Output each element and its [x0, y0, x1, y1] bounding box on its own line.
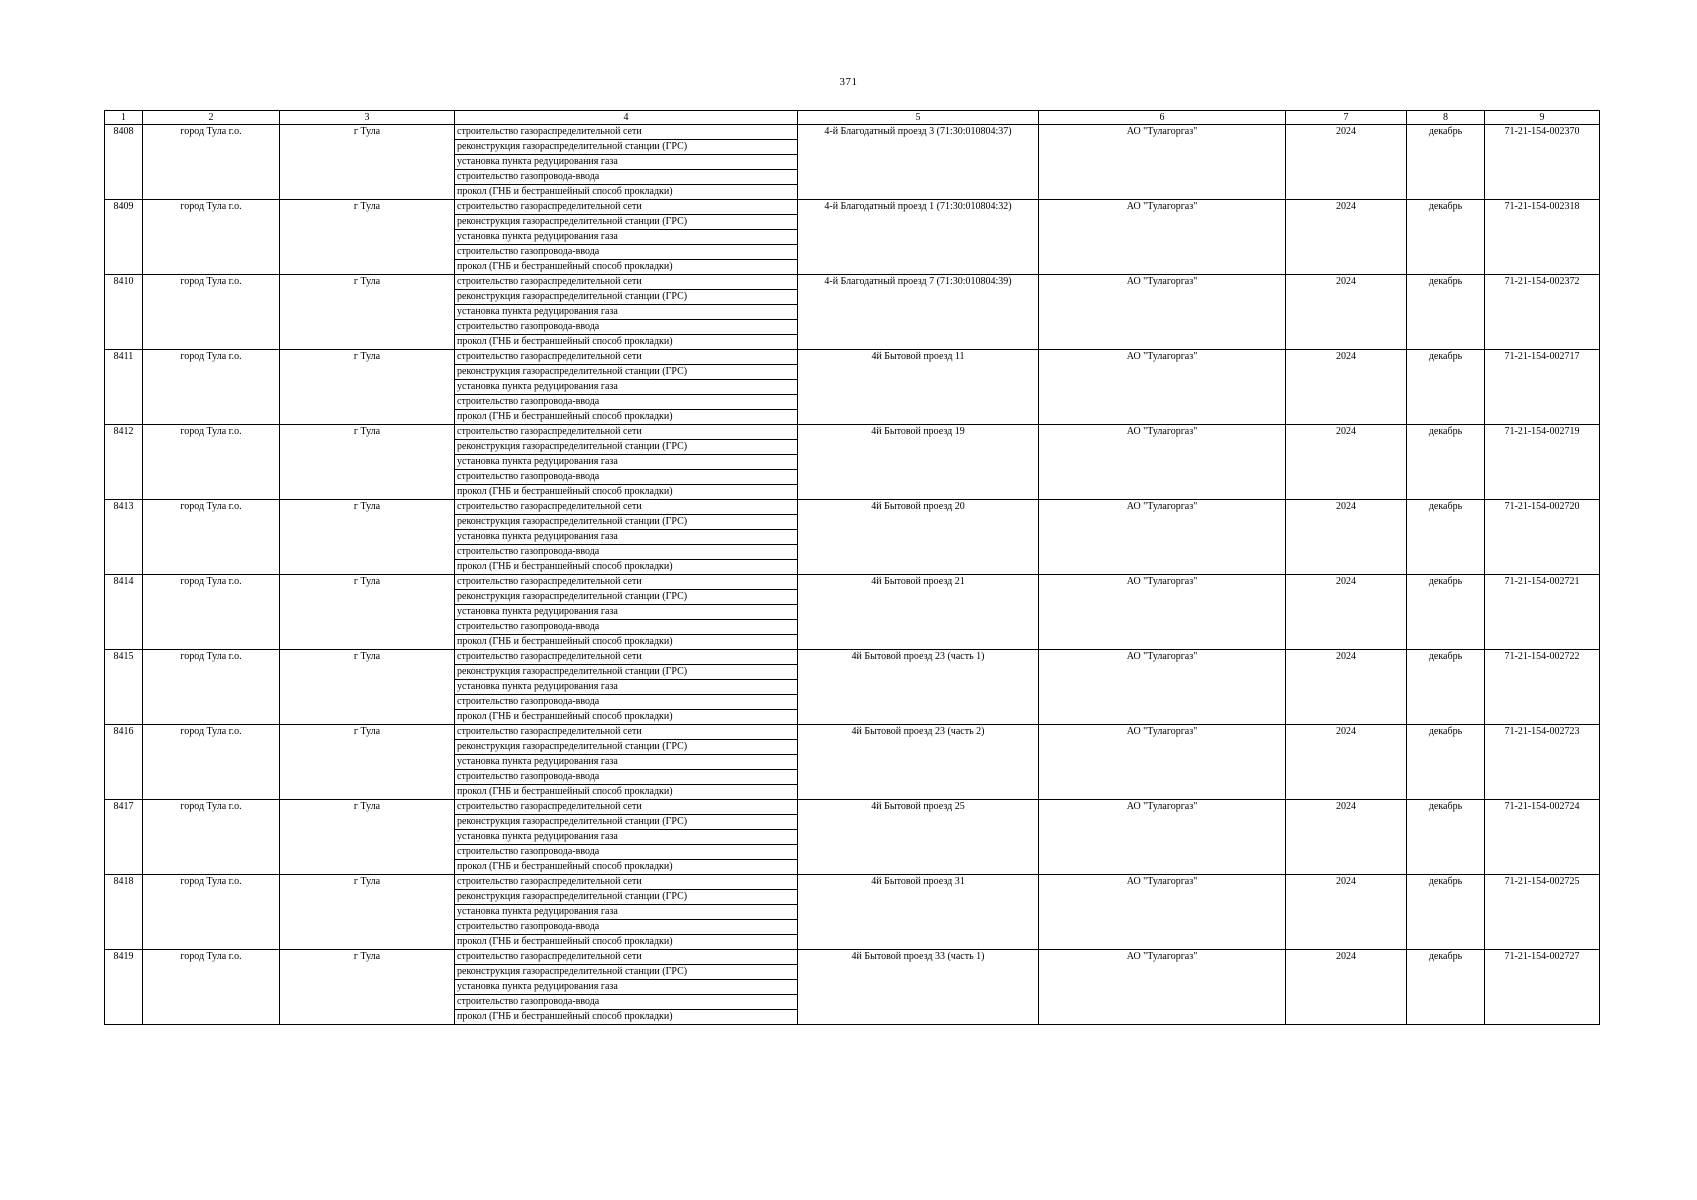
work-type-cell: строительство газопровода-ввода	[455, 695, 798, 710]
settlement-cell: г Тула	[280, 200, 455, 275]
code-cell: 71-21-154-002722	[1485, 650, 1600, 725]
municipality-cell: город Тула г.о.	[143, 725, 280, 800]
municipality-cell: город Тула г.о.	[143, 200, 280, 275]
row-number: 8410	[105, 275, 143, 350]
work-type-cell: установка пункта редуцирования газа	[455, 605, 798, 620]
work-type-cell: строительство газораспределительной сети	[455, 575, 798, 590]
code-cell: 71-21-154-002723	[1485, 725, 1600, 800]
settlement-cell: г Тула	[280, 725, 455, 800]
year-cell: 2024	[1286, 800, 1407, 875]
work-type-cell: строительство газораспределительной сети	[455, 650, 798, 665]
year-cell: 2024	[1286, 725, 1407, 800]
work-type-cell: установка пункта редуцирования газа	[455, 455, 798, 470]
work-type-cell: строительство газопровода-ввода	[455, 620, 798, 635]
year-cell: 2024	[1286, 875, 1407, 950]
code-cell: 71-21-154-002370	[1485, 125, 1600, 200]
organization-cell: АО "Тулагоргаз"	[1039, 650, 1286, 725]
column-header-3: 3	[280, 111, 455, 125]
municipality-cell: город Тула г.о.	[143, 125, 280, 200]
work-type-cell: реконструкция газораспределительной станции (ГРС)	[455, 440, 798, 455]
month-cell: декабрь	[1407, 725, 1485, 800]
work-type-cell: строительство газораспределительной сети	[455, 125, 798, 140]
row-number: 8408	[105, 125, 143, 200]
row-number: 8416	[105, 725, 143, 800]
month-cell: декабрь	[1407, 500, 1485, 575]
table-row	[105, 350, 1600, 365]
work-type-cell: строительство газораспределительной сети	[455, 275, 798, 290]
work-type-cell: строительство газопровода-ввода	[455, 545, 798, 560]
work-type-cell: прокол (ГНБ и бестраншейный способ прокладки)	[455, 185, 798, 200]
work-type-cell: строительство газопровода-ввода	[455, 170, 798, 185]
work-type-cell: реконструкция газораспределительной станции (ГРС)	[455, 815, 798, 830]
code-cell: 71-21-154-002318	[1485, 200, 1600, 275]
table-row	[105, 725, 1600, 740]
work-type-cell: прокол (ГНБ и бестраншейный способ прокладки)	[455, 860, 798, 875]
row-number: 8415	[105, 650, 143, 725]
work-type-cell: прокол (ГНБ и бестраншейный способ прокладки)	[455, 485, 798, 500]
column-header-2: 2	[143, 111, 280, 125]
municipality-cell: город Тула г.о.	[143, 800, 280, 875]
work-type-cell: установка пункта редуцирования газа	[455, 380, 798, 395]
month-cell: декабрь	[1407, 350, 1485, 425]
address-cell: 4-й Благодатный проезд 7 (71:30:010804:39)	[798, 275, 1039, 350]
row-number: 8411	[105, 350, 143, 425]
table-row	[105, 575, 1600, 590]
municipality-cell: город Тула г.о.	[143, 575, 280, 650]
table-row	[105, 950, 1600, 965]
organization-cell: АО "Тулагоргаз"	[1039, 950, 1286, 1025]
work-type-cell: установка пункта редуцирования газа	[455, 530, 798, 545]
organization-cell: АО "Тулагоргаз"	[1039, 350, 1286, 425]
address-cell: 4й Бытовой проезд 19	[798, 425, 1039, 500]
municipality-cell: город Тула г.о.	[143, 875, 280, 950]
row-number: 8412	[105, 425, 143, 500]
work-type-cell: строительство газопровода-ввода	[455, 320, 798, 335]
code-cell: 71-21-154-002724	[1485, 800, 1600, 875]
table-row	[105, 800, 1600, 815]
row-number: 8417	[105, 800, 143, 875]
work-type-cell: реконструкция газораспределительной станции (ГРС)	[455, 890, 798, 905]
work-type-cell: прокол (ГНБ и бестраншейный способ прокладки)	[455, 260, 798, 275]
work-type-cell: установка пункта редуцирования газа	[455, 755, 798, 770]
work-type-cell: строительство газопровода-ввода	[455, 845, 798, 860]
table-row	[105, 425, 1600, 440]
work-type-cell: строительство газораспределительной сети	[455, 950, 798, 965]
work-type-cell: строительство газораспределительной сети	[455, 200, 798, 215]
settlement-cell: г Тула	[280, 650, 455, 725]
organization-cell: АО "Тулагоргаз"	[1039, 725, 1286, 800]
column-header-7: 7	[1286, 111, 1407, 125]
settlement-cell: г Тула	[280, 425, 455, 500]
settlement-cell: г Тула	[280, 500, 455, 575]
page-number: 371	[839, 76, 858, 88]
work-type-cell: реконструкция газораспределительной станции (ГРС)	[455, 515, 798, 530]
address-cell: 4й Бытовой проезд 25	[798, 800, 1039, 875]
code-cell: 71-21-154-002372	[1485, 275, 1600, 350]
work-type-cell: реконструкция газораспределительной станции (ГРС)	[455, 740, 798, 755]
work-type-cell: строительство газораспределительной сети	[455, 350, 798, 365]
year-cell: 2024	[1286, 350, 1407, 425]
year-cell: 2024	[1286, 650, 1407, 725]
code-cell: 71-21-154-002717	[1485, 350, 1600, 425]
code-cell: 71-21-154-002721	[1485, 575, 1600, 650]
month-cell: декабрь	[1407, 425, 1485, 500]
work-type-cell: прокол (ГНБ и бестраншейный способ прокладки)	[455, 1010, 798, 1025]
work-type-cell: строительство газораспределительной сети	[455, 875, 798, 890]
row-number: 8414	[105, 575, 143, 650]
address-cell: 4-й Благодатный проезд 3 (71:30:010804:37)	[798, 125, 1039, 200]
address-cell: 4-й Благодатный проезд 1 (71:30:010804:32)	[798, 200, 1039, 275]
organization-cell: АО "Тулагоргаз"	[1039, 425, 1286, 500]
works-table	[104, 110, 1600, 1025]
column-header-9: 9	[1485, 111, 1600, 125]
work-type-cell: реконструкция газораспределительной станции (ГРС)	[455, 965, 798, 980]
table-row	[105, 875, 1600, 890]
table-row	[105, 125, 1600, 140]
municipality-cell: город Тула г.о.	[143, 500, 280, 575]
row-number: 8419	[105, 950, 143, 1025]
month-cell: декабрь	[1407, 950, 1485, 1025]
table-body	[105, 125, 1600, 1025]
year-cell: 2024	[1286, 200, 1407, 275]
work-type-cell: прокол (ГНБ и бестраншейный способ прокладки)	[455, 635, 798, 650]
column-header-8: 8	[1407, 111, 1485, 125]
work-type-cell: прокол (ГНБ и бестраншейный способ прокладки)	[455, 935, 798, 950]
work-type-cell: установка пункта редуцирования газа	[455, 230, 798, 245]
work-type-cell: строительство газораспределительной сети	[455, 800, 798, 815]
work-type-cell: строительство газопровода-ввода	[455, 920, 798, 935]
year-cell: 2024	[1286, 575, 1407, 650]
address-cell: 4й Бытовой проезд 31	[798, 875, 1039, 950]
settlement-cell: г Тула	[280, 125, 455, 200]
municipality-cell: город Тула г.о.	[143, 350, 280, 425]
work-type-cell: строительство газопровода-ввода	[455, 770, 798, 785]
settlement-cell: г Тула	[280, 350, 455, 425]
work-type-cell: установка пункта редуцирования газа	[455, 830, 798, 845]
work-type-cell: строительство газораспределительной сети	[455, 725, 798, 740]
municipality-cell: город Тула г.о.	[143, 650, 280, 725]
organization-cell: АО "Тулагоргаз"	[1039, 875, 1286, 950]
work-type-cell: реконструкция газораспределительной станции (ГРС)	[455, 140, 798, 155]
year-cell: 2024	[1286, 275, 1407, 350]
address-cell: 4й Бытовой проезд 23 (часть 1)	[798, 650, 1039, 725]
month-cell: декабрь	[1407, 800, 1485, 875]
organization-cell: АО "Тулагоргаз"	[1039, 125, 1286, 200]
work-type-cell: реконструкция газораспределительной станции (ГРС)	[455, 365, 798, 380]
settlement-cell: г Тула	[280, 875, 455, 950]
work-type-cell: реконструкция газораспределительной станции (ГРС)	[455, 665, 798, 680]
row-number: 8413	[105, 500, 143, 575]
work-type-cell: строительство газопровода-ввода	[455, 245, 798, 260]
address-cell: 4й Бытовой проезд 11	[798, 350, 1039, 425]
year-cell: 2024	[1286, 125, 1407, 200]
table-row	[105, 500, 1600, 515]
settlement-cell: г Тула	[280, 800, 455, 875]
column-header-6: 6	[1039, 111, 1286, 125]
month-cell: декабрь	[1407, 575, 1485, 650]
work-type-cell: строительство газораспределительной сети	[455, 425, 798, 440]
work-type-cell: строительство газораспределительной сети	[455, 500, 798, 515]
year-cell: 2024	[1286, 425, 1407, 500]
work-type-cell: прокол (ГНБ и бестраншейный способ прокладки)	[455, 560, 798, 575]
address-cell: 4й Бытовой проезд 21	[798, 575, 1039, 650]
work-type-cell: строительство газопровода-ввода	[455, 470, 798, 485]
work-type-cell: установка пункта редуцирования газа	[455, 980, 798, 995]
code-cell: 71-21-154-002720	[1485, 500, 1600, 575]
month-cell: декабрь	[1407, 200, 1485, 275]
organization-cell: АО "Тулагоргаз"	[1039, 200, 1286, 275]
month-cell: декабрь	[1407, 275, 1485, 350]
address-cell: 4й Бытовой проезд 23 (часть 2)	[798, 725, 1039, 800]
code-cell: 71-21-154-002719	[1485, 425, 1600, 500]
row-number: 8409	[105, 200, 143, 275]
organization-cell: АО "Тулагоргаз"	[1039, 575, 1286, 650]
year-cell: 2024	[1286, 500, 1407, 575]
address-cell: 4й Бытовой проезд 20	[798, 500, 1039, 575]
table-row	[105, 275, 1600, 290]
work-type-cell: установка пункта редуцирования газа	[455, 155, 798, 170]
code-cell: 71-21-154-002727	[1485, 950, 1600, 1025]
municipality-cell: город Тула г.о.	[143, 275, 280, 350]
work-type-cell: строительство газопровода-ввода	[455, 395, 798, 410]
work-type-cell: строительство газопровода-ввода	[455, 995, 798, 1010]
settlement-cell: г Тула	[280, 950, 455, 1025]
work-type-cell: установка пункта редуцирования газа	[455, 305, 798, 320]
municipality-cell: город Тула г.о.	[143, 425, 280, 500]
work-type-cell: реконструкция газораспределительной станции (ГРС)	[455, 215, 798, 230]
column-header-1: 1	[105, 111, 143, 125]
table-header-row	[105, 111, 1600, 125]
year-cell: 2024	[1286, 950, 1407, 1025]
work-type-cell: прокол (ГНБ и бестраншейный способ прокладки)	[455, 785, 798, 800]
table-row	[105, 650, 1600, 665]
column-header-5: 5	[798, 111, 1039, 125]
work-type-cell: прокол (ГНБ и бестраншейный способ прокладки)	[455, 710, 798, 725]
column-header-4: 4	[455, 111, 798, 125]
row-number: 8418	[105, 875, 143, 950]
code-cell: 71-21-154-002725	[1485, 875, 1600, 950]
organization-cell: АО "Тулагоргаз"	[1039, 275, 1286, 350]
organization-cell: АО "Тулагоргаз"	[1039, 500, 1286, 575]
work-type-cell: реконструкция газораспределительной станции (ГРС)	[455, 590, 798, 605]
table-row	[105, 200, 1600, 215]
settlement-cell: г Тула	[280, 575, 455, 650]
work-type-cell: установка пункта редуцирования газа	[455, 905, 798, 920]
address-cell: 4й Бытовой проезд 33 (часть 1)	[798, 950, 1039, 1025]
month-cell: декабрь	[1407, 875, 1485, 950]
work-type-cell: установка пункта редуцирования газа	[455, 680, 798, 695]
organization-cell: АО "Тулагоргаз"	[1039, 800, 1286, 875]
work-type-cell: прокол (ГНБ и бестраншейный способ прокладки)	[455, 335, 798, 350]
month-cell: декабрь	[1407, 125, 1485, 200]
month-cell: декабрь	[1407, 650, 1485, 725]
work-type-cell: реконструкция газораспределительной станции (ГРС)	[455, 290, 798, 305]
settlement-cell: г Тула	[280, 275, 455, 350]
municipality-cell: город Тула г.о.	[143, 950, 280, 1025]
work-type-cell: прокол (ГНБ и бестраншейный способ прокладки)	[455, 410, 798, 425]
